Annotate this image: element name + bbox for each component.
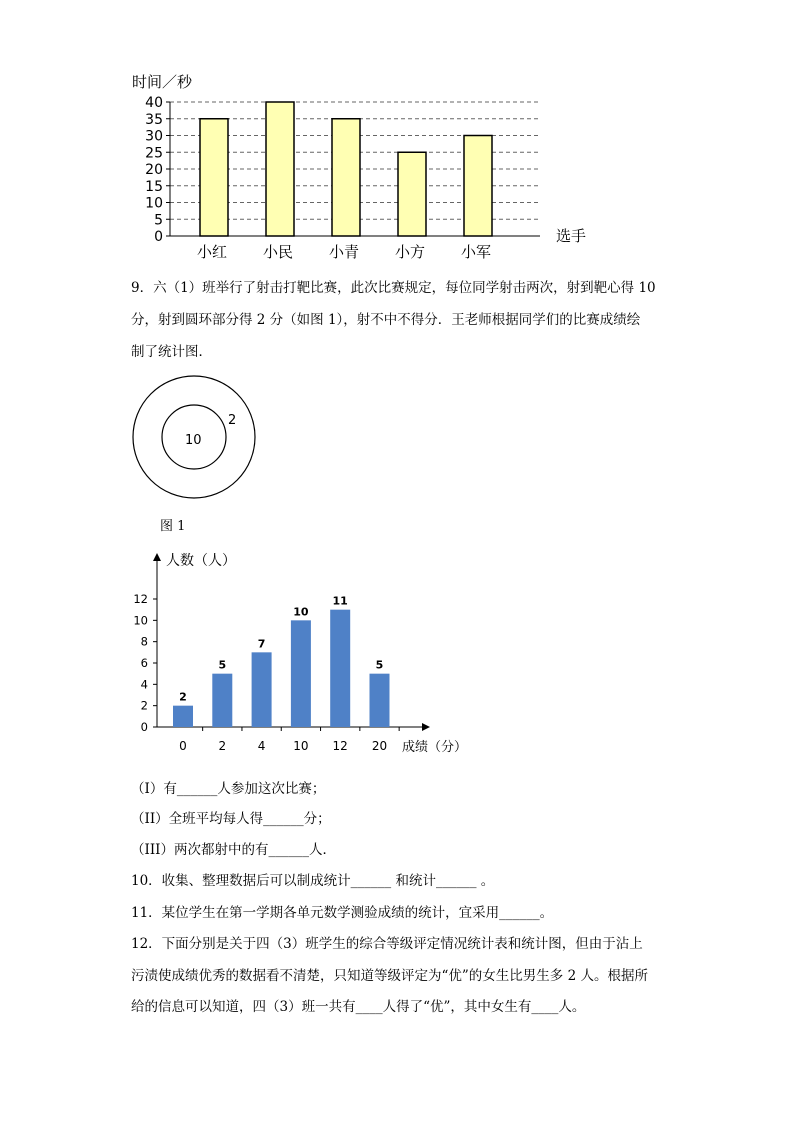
chart1-y-tick-label: 30 bbox=[145, 128, 163, 145]
chart2-data-label: 7 bbox=[257, 637, 266, 651]
chart2-x-tick-label: 2 bbox=[218, 739, 227, 753]
chart2-y-tick-label: 6 bbox=[140, 656, 148, 670]
chart1-bar bbox=[398, 152, 426, 236]
chart2-x-axis-arrow bbox=[422, 723, 430, 731]
chart2-bar bbox=[252, 652, 272, 727]
chart2-x-tick-label: 4 bbox=[257, 739, 266, 753]
q9-part-3: （III）两次都射中的有______人． bbox=[131, 842, 336, 858]
chart1-x-tick-label: 小军 bbox=[460, 243, 492, 261]
chart2-bar bbox=[291, 620, 311, 727]
chart1-y-tick-label: 25 bbox=[145, 145, 163, 162]
chart1-y-axis-label: 时间／秒 bbox=[132, 73, 193, 91]
chart1-x-tick-label: 小红 bbox=[196, 243, 228, 261]
chart2-y-axis-label: 人数（人） bbox=[166, 553, 236, 569]
chart1-bar bbox=[332, 119, 360, 236]
chart2-data-label: 10 bbox=[293, 605, 309, 619]
q9-line-2: 分，射到圆环部分得 2 分（如图 1），射不中不得分．王老师根据同学们的比赛成绩绘 bbox=[131, 312, 641, 328]
chart2-y-tick-label: 8 bbox=[140, 634, 148, 649]
chart2-bar bbox=[370, 674, 390, 727]
chart1-y-tick-label: 10 bbox=[145, 195, 163, 212]
chart2-bar bbox=[173, 706, 193, 727]
chart2-bars bbox=[173, 610, 390, 727]
chart1-bar bbox=[266, 102, 294, 236]
chart1-x-tick-label: 小方 bbox=[394, 243, 426, 261]
chart2-x-tick-label: 10 bbox=[293, 739, 309, 753]
time-bar-chart bbox=[120, 68, 600, 268]
chart2-x-tick-label: 12 bbox=[332, 739, 348, 753]
q12-line-1: 12．下面分别是关于四（3）班学生的综合等级评定情况统计表和统计图，但由于沾上 bbox=[131, 936, 643, 952]
chart1-bar bbox=[200, 119, 228, 236]
chart1-y-tick-label: 5 bbox=[154, 212, 163, 229]
chart2-y-tick-label: 0 bbox=[140, 720, 148, 734]
chart2-y-ticks bbox=[133, 592, 157, 734]
bullseye-score-label: 10 bbox=[185, 433, 202, 448]
chart2-x-tick-label: 20 bbox=[371, 739, 388, 753]
chart1-y-tick-label: 15 bbox=[145, 178, 163, 195]
chart2-data-label: 2 bbox=[179, 690, 187, 704]
chart1-bar bbox=[464, 136, 492, 237]
chart2-data-labels bbox=[179, 595, 383, 704]
chart1-y-ticks bbox=[145, 95, 170, 245]
chart2-bar bbox=[212, 674, 232, 727]
chart2-data-label: 5 bbox=[218, 658, 227, 672]
chart1-x-tick-label: 小青 bbox=[328, 243, 360, 261]
chart1-y-tick-label: 35 bbox=[145, 111, 163, 128]
ring-score-label: 2 bbox=[228, 413, 237, 428]
chart2-y-tick-label: 2 bbox=[140, 698, 148, 713]
chart1-y-tick-label: 0 bbox=[154, 229, 163, 245]
q9-part-1: （I）有______人参加这次比赛； bbox=[131, 781, 326, 797]
chart2-x-labels bbox=[179, 727, 399, 753]
chart1-y-tick-label: 40 bbox=[145, 95, 163, 111]
q10-text: 10．收集、整理数据后可以制成统计______ 和统计______ 。 bbox=[131, 873, 495, 889]
q9-line-1: 9．六（1）班举行了射击打靶比赛，此次比赛规定，每位同学射击两次，射到靶心得 10 bbox=[131, 280, 656, 296]
q11-text: 11．某位学生在第一学期各单元数学测验成绩的统计，宜采用______。 bbox=[131, 905, 554, 921]
chart2-bar bbox=[330, 610, 350, 727]
chart1-x-tick-label: 小民 bbox=[262, 243, 294, 261]
q9-part-2: （II）全班平均每人得______分； bbox=[131, 811, 331, 827]
chart2-y-tick-label: 12 bbox=[133, 592, 148, 606]
chart2-x-tick-label: 0 bbox=[179, 739, 187, 753]
q12-line-2: 污渍使成绩优秀的数据看不清楚，只知道等级评定为“优”的女生比男生多 2 人。根据所 bbox=[131, 968, 648, 984]
chart2-y-tick-label: 10 bbox=[133, 613, 148, 628]
chart2-x-axis-label: 成绩（分） bbox=[402, 740, 468, 755]
score-bar-chart bbox=[120, 545, 480, 760]
q9-line-3: 制了统计图． bbox=[131, 344, 212, 360]
chart1-x-axis-label: 选手 bbox=[556, 227, 587, 245]
chart1-y-tick-label: 20 bbox=[145, 162, 163, 178]
chart2-data-label: 5 bbox=[375, 658, 384, 672]
chart2-y-axis-arrow bbox=[153, 553, 161, 561]
target-figure bbox=[130, 372, 280, 512]
q12-line-3: 给的信息可以知道，四（3）班一共有____人得了“优”，其中女生有____人。 bbox=[131, 999, 586, 1015]
figure-1-caption: 图 1 bbox=[160, 519, 186, 534]
chart1-x-labels bbox=[197, 243, 491, 261]
chart2-data-label: 11 bbox=[332, 594, 348, 608]
chart2-y-tick-label: 4 bbox=[140, 677, 148, 692]
